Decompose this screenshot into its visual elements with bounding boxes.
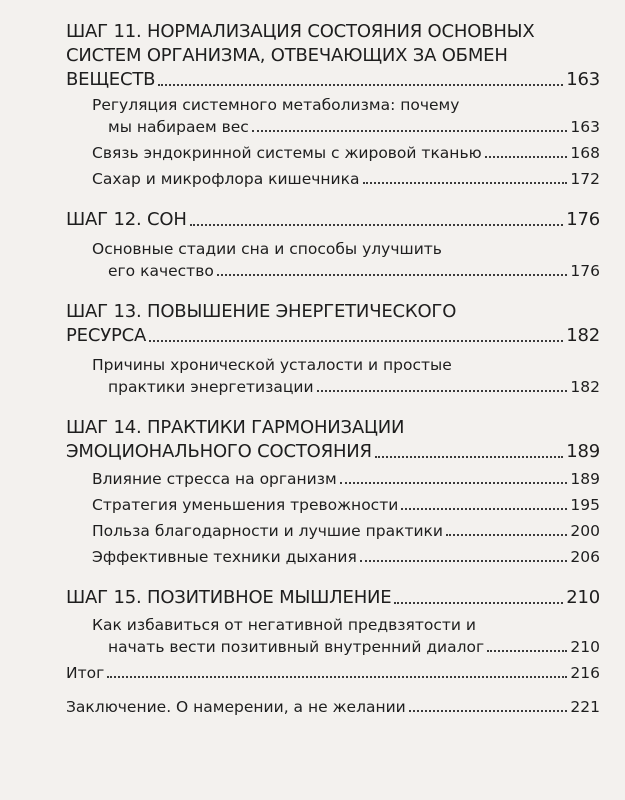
dot-leader [107,676,567,678]
toc-subentry[interactable]: Влияние стресса на организм 189 [92,470,600,488]
toc-chapter-15 [66,586,600,658]
dot-leader [217,274,568,276]
dot-leader [363,182,568,184]
page-number: 206 [570,548,600,566]
dot-leader [149,340,563,342]
chapter-title-line: СИСТЕМ ОРГАНИЗМА, ОТВЕЧАЮЩИХ ЗА ОБМЕН [66,45,508,66]
toc-subentry[interactable]: Польза благодарности и лучшие практики 200 [92,522,600,540]
toc-entry[interactable] [66,586,600,610]
page-number: 163 [566,69,600,90]
toc-subentry[interactable]: Сахар и микрофлора кишечника 172 [92,170,600,188]
toc-subentry[interactable]: Регуляция системного метаболизма: почему мы набираем вес 163 [92,96,600,136]
page-number: 168 [570,144,600,162]
dot-leader [360,560,568,562]
toc-chapter-11 [66,20,600,190]
dot-leader [190,224,564,226]
chapter-title: ШАГ 12. СОН [66,209,187,230]
chapter-title-line: ШАГ 11. НОРМАЛИЗАЦИЯ СОСТОЯНИЯ ОСНОВНЫХ [66,21,535,42]
toc-entry[interactable] [66,440,600,464]
page-number: 176 [566,209,600,230]
toc-subentry[interactable]: Эффективные техники дыхания 206 [92,548,600,566]
toc-entry-conclusion[interactable]: Заключение. О намерении, а не желании 221 [66,698,600,716]
chapter-title-line: ШАГ 14. ПРАКТИКИ ГАРМОНИЗАЦИИ [66,417,405,438]
dot-leader [252,130,568,132]
chapter-title-line: РЕСУРСА [66,325,147,346]
table-of-contents [66,20,600,718]
page-number: 210 [566,587,600,608]
page-number: 195 [570,496,600,514]
toc-subentry[interactable]: Как избавиться от негативной предвзятости и начать вести позитивный внутренний диалог 210 [92,616,600,656]
chapter-title-line: ШАГ 13. ПОВЫШЕНИЕ ЭНЕРГЕТИЧЕСКОГО [66,301,457,322]
toc-entry-summary[interactable]: Итог 216 [66,664,600,682]
toc-subentry[interactable]: Основные стадии сна и способы улучшить его качество 176 [92,240,600,280]
page-number: 172 [570,170,600,188]
page-number: 210 [570,638,600,656]
page-number: 189 [570,470,600,488]
toc-entry[interactable] [66,208,600,232]
page-number: 182 [570,378,600,396]
toc-chapter-14 [66,416,600,568]
page-number: 200 [570,522,600,540]
toc-entry[interactable] [66,68,600,92]
dot-leader [409,710,568,712]
page-number: 216 [570,664,600,682]
dot-leader [394,602,563,604]
toc-subentry[interactable]: Связь эндокринной системы с жировой тканью 168 [92,144,600,162]
dot-leader [485,156,568,158]
page-number: 189 [566,441,600,462]
dot-leader [446,534,567,536]
chapter-title-line: ВЕЩЕСТВ [66,69,156,90]
dot-leader [401,508,567,510]
page-number: 176 [570,262,600,280]
dot-leader [317,390,568,392]
dot-leader [487,650,567,652]
chapter-title: ШАГ 15. ПОЗИТИВНОЕ МЫШЛЕНИЕ [66,587,392,608]
toc-entry[interactable] [66,324,600,348]
toc-chapter-13 [66,300,600,398]
page-number: 163 [570,118,600,136]
dot-leader [375,456,563,458]
chapter-title-line: ЭМОЦИОНАЛЬНОГО СОСТОЯНИЯ [66,441,372,462]
toc-subentry[interactable]: Стратегия уменьшения тревожности 195 [92,496,600,514]
toc-subentry[interactable]: Причины хронической усталости и простые практики энергетизации 182 [92,356,600,396]
page-number: 182 [566,325,600,346]
page-number: 221 [570,698,600,716]
dot-leader [340,482,568,484]
dot-leader [158,84,563,86]
toc-chapter-12 [66,208,600,282]
